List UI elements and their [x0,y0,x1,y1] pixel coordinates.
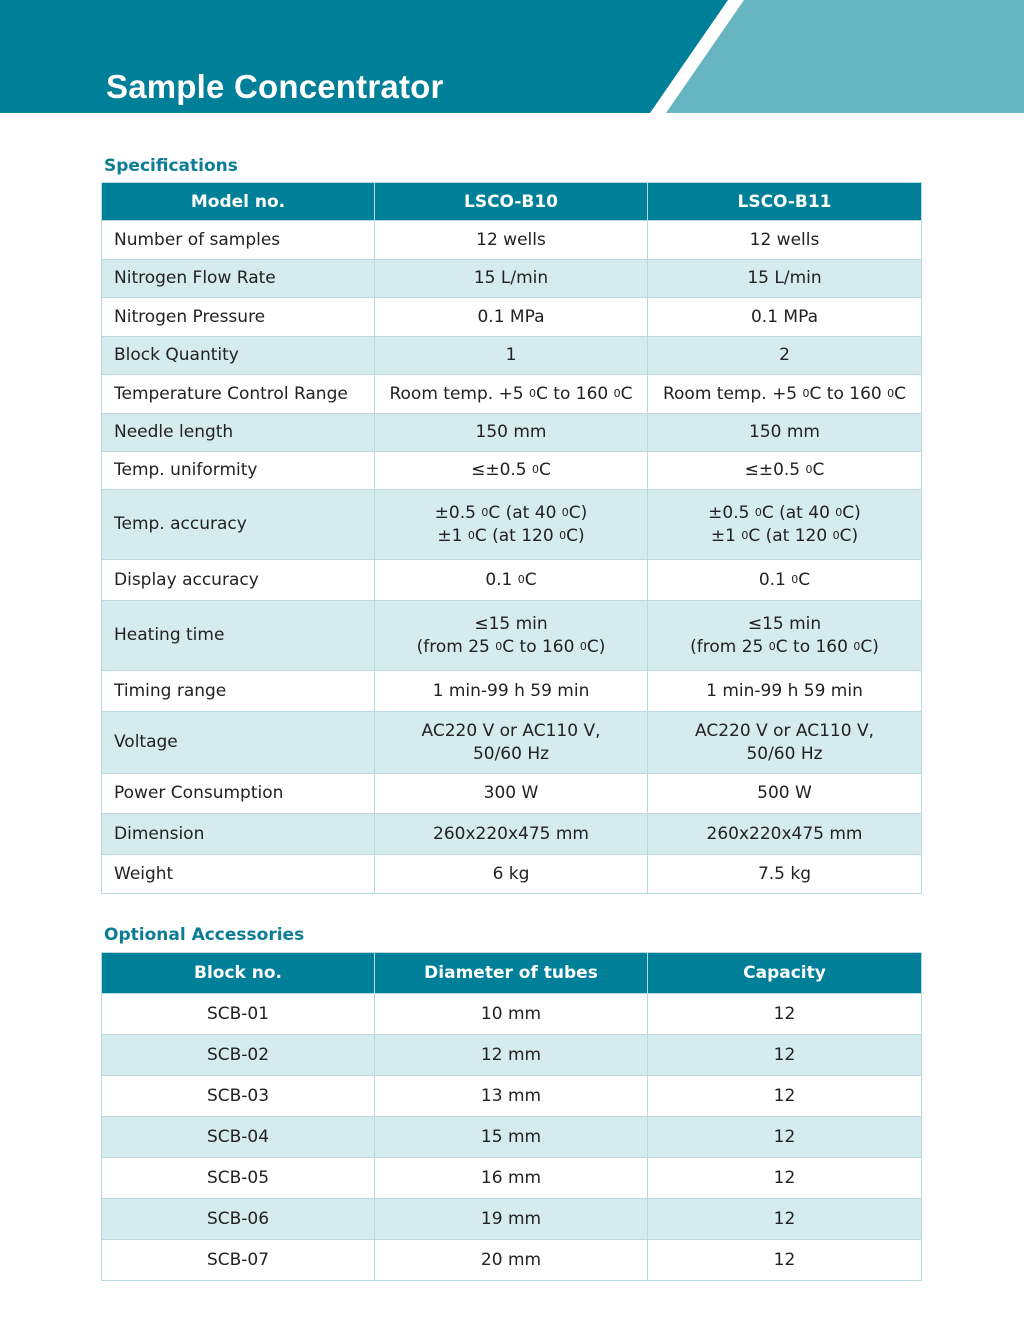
degree-superscript: 0 [887,386,895,400]
spec-value-line: AC220 V or AC110 V, [695,720,874,741]
spec-value-line: Room temp. +5 $^0$C to 160 $^0$C [389,383,633,404]
degree-superscript: 0 [768,639,776,653]
spec-row [102,337,922,375]
spec-value-line: 6 kg [492,863,530,884]
degree-superscript: 0 [579,639,587,653]
accessory-capacity: 12 [648,1076,922,1117]
accessory-block-no: SCB-05 [102,1158,375,1199]
spec-value-line: ≤±0.5 $^0$C [471,460,551,480]
degree-superscript: 0 [832,528,840,542]
accessory-row [102,994,922,1035]
column-header-diameter: Diameter of tubes [375,953,648,994]
spec-value-line: 500 W [757,783,812,803]
spec-value-line: AC220 V or AC110 V, [421,720,601,741]
spec-value-line: 2 [779,345,790,365]
degree-superscript: 0 [559,528,567,542]
spec-label: Nitrogen Flow Rate [102,260,375,298]
accessory-diameter: 16 mm [375,1158,648,1199]
spec-value-b11 [648,221,922,260]
spec-value-b10 [375,855,648,894]
accessory-diameter: 12 mm [375,1035,648,1076]
degree-superscript: 0 [517,572,525,586]
spec-value-b11 [648,260,922,298]
spec-value-b11 [648,712,922,774]
degree-superscript: 0 [805,463,813,476]
accessory-row [102,1076,922,1117]
accessory-row [102,1199,922,1240]
spec-value-line: 260x220x475 mm [706,823,863,844]
spec-label: Timing range [102,671,375,712]
degree-superscript: 0 [467,528,475,542]
spec-label: Needle length [102,414,375,452]
spec-value-line: 150 mm [475,422,547,442]
accessory-capacity: 12 [648,1035,922,1076]
spec-value-line: ±0.5 $^0$C (at 40 $^0$C) [434,502,588,523]
degree-superscript: 0 [481,505,489,519]
spec-value-b10 [375,298,648,337]
spec-row [102,774,922,814]
spec-value-b11 [648,414,922,452]
spec-label: Heating time [102,601,375,671]
spec-row [102,375,922,414]
spec-value-b11 [648,375,922,414]
spec-label: Voltage [102,712,375,774]
spec-value-b11 [648,560,922,601]
accessory-row [102,1158,922,1199]
accessory-capacity: 12 [648,1158,922,1199]
spec-value-line: 1 min-99 h 59 min [432,680,590,701]
spec-value-line: 15 L/min [747,268,822,288]
degree-superscript: 0 [802,386,810,400]
spec-value-line: 300 W [483,783,539,803]
accessory-capacity: 12 [648,994,922,1035]
column-header-capacity: Capacity [648,953,922,994]
accessory-block-no: SCB-07 [102,1240,375,1281]
spec-row [102,671,922,712]
spec-value-line: ±1 $^0$C (at 120 $^0$C) [710,525,859,546]
spec-value-line: 260x220x475 mm [433,823,589,844]
spec-value-line: ≤15 min [747,613,822,634]
accessory-diameter: 15 mm [375,1117,648,1158]
specifications-header-row [102,183,922,221]
spec-label: Dimension [102,814,375,855]
accessory-capacity: 12 [648,1117,922,1158]
spec-value-line: 0.1 $^0$C [758,569,811,590]
spec-row [102,814,922,855]
spec-value-b10 [375,375,648,414]
spec-value-b11 [648,855,922,894]
spec-value-line: 12 wells [476,229,546,250]
spec-row [102,414,922,452]
accessory-capacity: 12 [648,1199,922,1240]
accessory-block-no: SCB-03 [102,1076,375,1117]
spec-value-b11 [648,671,922,712]
spec-value-line: 0.1 $^0$C [485,569,537,590]
accessory-diameter: 19 mm [375,1199,648,1240]
spec-row [102,260,922,298]
accessory-row [102,1117,922,1158]
spec-value-b10 [375,601,648,671]
spec-value-b10 [375,452,648,490]
header-band-light [666,0,1024,113]
spec-row [102,855,922,894]
spec-value-b10 [375,260,648,298]
accessories-body [102,994,922,1281]
spec-value-b10 [375,671,648,712]
spec-value-line: 0.1 MPa [750,306,818,327]
page-title: Sample Concentrator [106,68,444,105]
spec-value-b11 [648,490,922,560]
spec-label: Power Consumption [102,774,375,814]
spec-value-b11 [648,337,922,375]
spec-label: Number of samples [102,221,375,260]
spec-value-line: 1 min-99 h 59 min [706,680,863,701]
spec-label: Weight [102,855,375,894]
spec-value-b10 [375,337,648,375]
spec-label: Temp. accuracy [102,490,375,560]
spec-row [102,452,922,490]
accessory-row [102,1035,922,1076]
degree-superscript: 0 [791,572,799,586]
degree-superscript: 0 [835,505,843,519]
spec-value-line: 50/60 Hz [746,743,823,764]
spec-value-b10 [375,221,648,260]
spec-value-b10 [375,814,648,855]
spec-value-b10 [375,490,648,560]
degree-superscript: 0 [561,505,569,519]
accessory-block-no: SCB-01 [102,994,375,1035]
spec-value-b11 [648,452,922,490]
degree-superscript: 0 [853,639,861,653]
column-header-block: Block no. [102,953,375,994]
degree-superscript: 0 [613,386,621,400]
spec-label: Temperature Control Range [102,375,375,414]
spec-value-b10 [375,774,648,814]
spec-label: Temp. uniformity [102,452,375,490]
spec-value-line: (from 25 $^0$C to 160 $^0$C) [690,636,879,657]
specifications-heading: Specifications [104,156,238,176]
degree-superscript: 0 [754,505,762,519]
spec-value-b11 [648,774,922,814]
spec-value-line: 15 L/min [473,268,549,288]
column-header-lsco-b11: LSCO-B11 [648,183,922,221]
spec-row [102,221,922,260]
spec-value-line: 12 wells [749,229,820,250]
spec-row [102,560,922,601]
spec-value-line: (from 25 $^0$C to 160 $^0$C) [416,636,606,657]
accessory-block-no: SCB-02 [102,1035,375,1076]
degree-superscript: 0 [741,528,749,542]
header-band [0,0,1024,113]
accessories-header-row [102,953,922,994]
accessories-table [101,952,922,1281]
spec-value-line: ≤±0.5 $^0$C [744,460,825,480]
accessory-diameter: 10 mm [375,994,648,1035]
spec-value-line: ≤15 min [474,613,548,634]
spec-row [102,298,922,337]
spec-value-b11 [648,298,922,337]
specifications-body [102,221,922,894]
spec-value-b11 [648,601,922,671]
accessory-capacity: 12 [648,1240,922,1281]
spec-row [102,490,922,560]
spec-value-line: 150 mm [749,422,820,442]
column-header-lsco-b10: LSCO-B10 [375,183,648,221]
accessory-block-no: SCB-06 [102,1199,375,1240]
degree-superscript: 0 [529,386,537,400]
spec-label: Display accuracy [102,560,375,601]
spec-value-line: 0.1 MPa [477,306,545,327]
degree-superscript: 0 [532,463,540,476]
spec-value-line: 7.5 kg [757,863,812,884]
column-header-model: Model no. [102,183,375,221]
spec-value-b10 [375,414,648,452]
spec-value-line: ±0.5 $^0$C (at 40 $^0$C) [708,502,861,523]
spec-label: Nitrogen Pressure [102,298,375,337]
degree-superscript: 0 [495,639,503,653]
specifications-table [101,182,922,894]
spec-value-b11 [648,814,922,855]
accessory-row [102,1240,922,1281]
spec-value-line: ±1 $^0$C (at 120 $^0$C) [437,525,585,546]
spec-label: Block Quantity [102,337,375,375]
accessory-diameter: 20 mm [375,1240,648,1281]
accessory-block-no: SCB-04 [102,1117,375,1158]
spec-value-line: 1 [505,345,517,365]
accessory-diameter: 13 mm [375,1076,648,1117]
spec-row [102,712,922,774]
spec-value-line: 50/60 Hz [472,743,550,764]
spec-value-b10 [375,712,648,774]
spec-row [102,601,922,671]
spec-value-b10 [375,560,648,601]
spec-value-line: Room temp. +5 $^0$C to 160 $^0$C [662,383,907,404]
accessories-heading: Optional Accessories [104,925,305,945]
